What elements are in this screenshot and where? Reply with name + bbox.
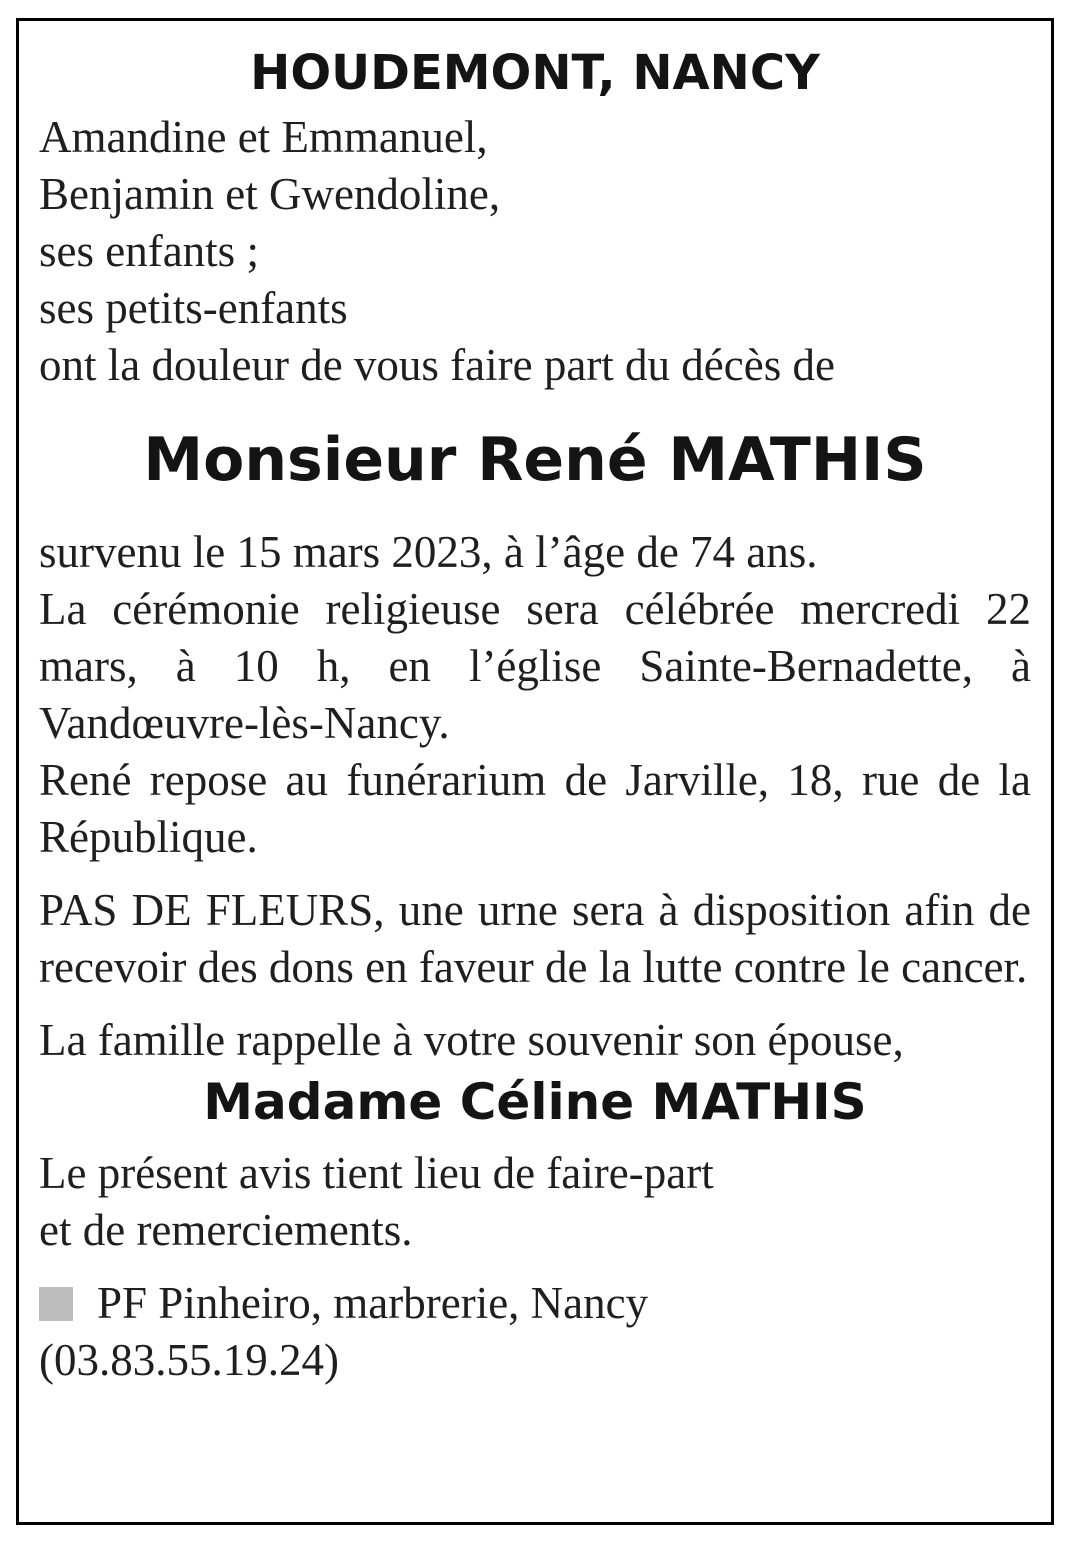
family-line: ses enfants ; [39,226,259,276]
flowers-notice: PAS DE FLEURS, une urne sera à disposition afin de recevoir des dons en faveur de la lutte contre le cancer. [39,885,1031,992]
deceased-name: Monsieur René MATHIS [143,425,927,495]
remembrance-line: La famille rappelle à votre souvenir son épouse, [39,1015,904,1065]
square-marker-icon [39,1287,73,1321]
family-block [39,109,1031,394]
obituary-notice [16,18,1054,1525]
family-line: ont la douleur de vous faire part du décès de [39,340,835,390]
family-line: Amandine et Emmanuel, [39,112,488,162]
agency-name: PF Pinheiro, marbrerie, Nancy [97,1278,649,1328]
closing-line: Le présent avis tient lieu de faire-part [39,1148,714,1198]
family-line: ses petits-enfants [39,283,348,333]
family-line: Benjamin et Gwendoline, [39,169,501,219]
rest-location: René repose au funérarium de Jarville, 18, rue de la République. [39,755,1031,862]
agency-phone: (03.83.55.19.24) [39,1335,339,1385]
closing-line: et de remerciements. [39,1205,413,1255]
funeral-agency [39,1275,1031,1332]
notice-place: HOUDEMONT, NANCY [250,45,820,101]
ceremony-details: La cérémonie religieuse sera célébrée mercredi 22 mars, à 10 h, en l’église Sainte-Bernadette, à Vandœuvre-lès-Nancy. [39,584,1031,748]
death-details: survenu le 15 mars 2023, à l’âge de 74 ans. [39,527,818,577]
spouse-name: Madame Céline MATHIS [203,1073,867,1131]
closing-block [39,1145,1031,1259]
